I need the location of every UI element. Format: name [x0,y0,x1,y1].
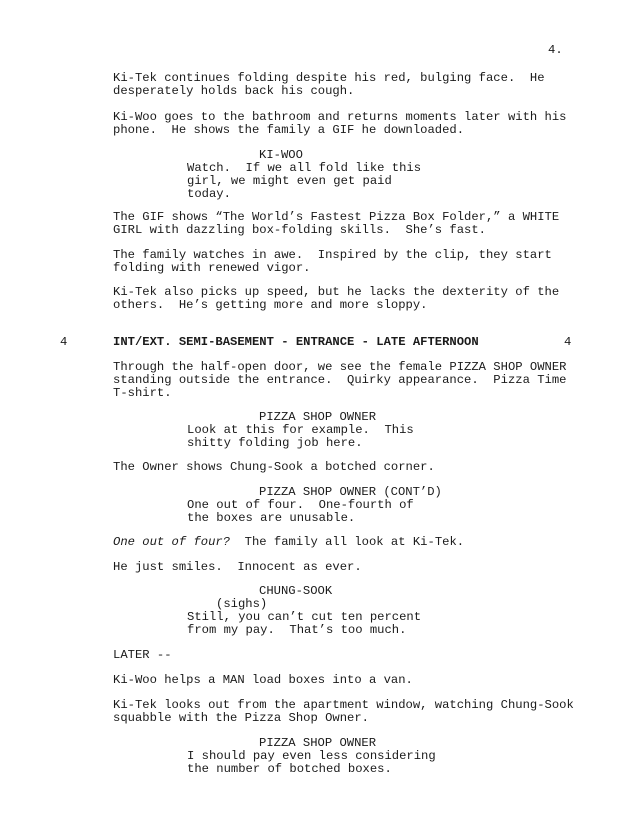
action-line: others. He’s getting more and more sloppy. [113,298,428,312]
dialogue-line: shitty folding job here. [187,436,363,450]
action-line: standing outside the entrance. Quirky appearance. Pizza Time [113,373,567,387]
action-line: folding with renewed vigor. [113,261,311,275]
action-line [113,536,464,549]
character-name: KI-WOO [259,148,303,162]
action-line: Ki-Tek looks out from the apartment window, watching Chung-Sook [113,698,574,712]
action-line: Ki-Woo helps a MAN load boxes into a van. [113,673,413,687]
dialogue-line: today. [187,187,231,201]
action-line: desperately holds back his cough. [113,84,355,98]
action-line: Through the half-open door, we see the female PIZZA SHOP OWNER [113,360,567,374]
action-line: T-shirt. [113,386,172,400]
scene-number-left: 4 [60,335,68,349]
character-name: PIZZA SHOP OWNER (CONT’D) [259,485,442,499]
dialogue-line: I should pay even less considering [187,749,436,763]
dialogue-line: Look at this for example. This [187,423,414,437]
action-line: Ki-Woo goes to the bathroom and returns moments later with his [113,110,567,124]
dialogue-line: Watch. If we all fold like this [187,161,422,175]
action-line: squabble with the Pizza Shop Owner. [113,711,369,725]
action-line: LATER -- [113,648,172,662]
character-name: CHUNG-SOOK [259,584,333,598]
action-line: phone. He shows the family a GIF he downloaded. [113,123,465,137]
dialogue-line: the number of botched boxes. [187,762,392,776]
action-line: Ki-Tek also picks up speed, but he lacks the dexterity of the [113,285,560,299]
parenthetical: (sighs) [216,597,268,611]
character-name: PIZZA SHOP OWNER [259,736,377,750]
italic-phrase: One out of four? [113,535,231,549]
action-line: The GIF shows “The World’s Fastest Pizza Box Folder,” a WHITE [113,210,560,224]
dialogue-line: One out of four. One-fourth of [187,498,414,512]
scene-heading: INT/EXT. SEMI-BASEMENT - ENTRANCE - LATE AFTERNOON [113,335,479,349]
action-line: He just smiles. Innocent as ever. [113,560,362,574]
action-line: GIRL with dazzling box-folding skills. She’s fast. [113,223,486,237]
character-name: PIZZA SHOP OWNER [259,410,377,424]
dialogue-line: the boxes are unusable. [187,511,356,525]
action-line: Ki-Tek continues folding despite his red, bulging face. He [113,71,545,85]
page-number: 4. [548,43,563,57]
dialogue-line: from my pay. That’s too much. [187,623,407,637]
action-line: The family watches in awe. Inspired by the clip, they start [113,248,552,262]
action-text: The family all look at Ki-Tek. [230,535,465,549]
scene-number-right: 4 [564,335,572,349]
action-line: The Owner shows Chung-Sook a botched corner. [113,460,435,474]
dialogue-line: Still, you can’t cut ten percent [187,610,422,624]
dialogue-line: girl, we might even get paid [187,174,392,188]
